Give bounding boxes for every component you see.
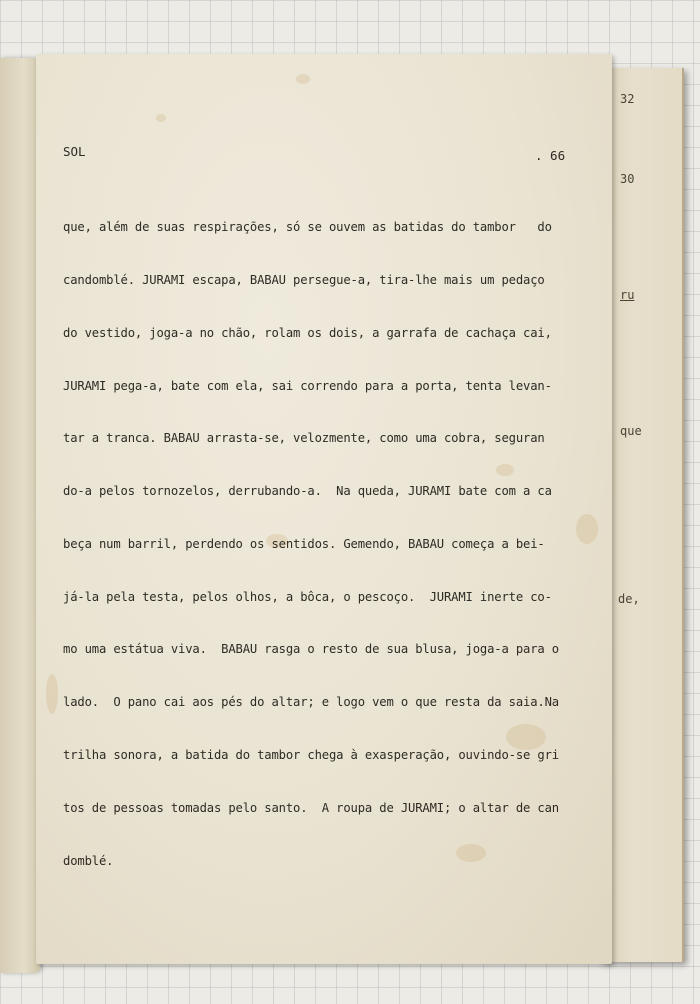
text-line: candomblé. JURAMI escapa, BABAU persegue-a, tira-lhe mais um pedaço <box>63 272 545 287</box>
back-page-fragment: 32 <box>620 92 635 106</box>
text-line: JURAMI pega-a, bate com ela, sai correndo para a porta, tenta levan- <box>63 378 552 393</box>
back-page-fragment: de, <box>618 592 640 606</box>
text-line: domblé. <box>63 853 114 868</box>
text-line: já-la pela testa, pelos olhos, a bôca, o pescoço. JURAMI inerte co- <box>63 589 552 604</box>
text-line: mo uma estátua viva. BABAU rasga o resto de sua blusa, joga-a para o <box>63 642 559 657</box>
text-line: tos de pessoas tomadas pelo santo. A roupa de JURAMI; o altar de can <box>63 800 559 815</box>
body-text <box>63 184 583 905</box>
back-page <box>600 68 684 962</box>
typewritten-page <box>36 54 612 964</box>
back-page-fragment: 30 <box>620 172 635 186</box>
text-line: lado. O pano cai aos pés do altar; e logo vem o que resta da saia.Na <box>63 695 559 710</box>
back-page-fragment: que <box>620 424 642 438</box>
text-line: beça num barril, perdendo os sentidos. Gemendo, BABAU começa a bei- <box>63 536 545 551</box>
left-page-edge <box>0 58 40 973</box>
text-line: trilha sonora, a batida do tambor chega à exasperação, ouvindo-se gri <box>63 748 559 762</box>
text-line: do vestido, joga-a no chão, rolam os dois, a garrafa de cachaça cai, <box>63 325 552 340</box>
text-line: tar a tranca. BABAU arrasta-se, velozmente, como uma cobra, seguran <box>63 431 545 446</box>
text-line: que, além de suas respirações, só se ouvem as batidas do tambor do <box>63 220 552 235</box>
paper-stain <box>46 674 58 714</box>
page-header-title: SOL <box>63 144 86 159</box>
text-line: do-a pelos tornozelos, derrubando-a. Na queda, JURAMI bate com a ca <box>63 484 552 499</box>
back-page-fragment: ru <box>620 288 635 302</box>
page-number: . 66 <box>535 148 566 163</box>
paper-stain <box>156 114 166 122</box>
paper-stain <box>296 74 310 84</box>
